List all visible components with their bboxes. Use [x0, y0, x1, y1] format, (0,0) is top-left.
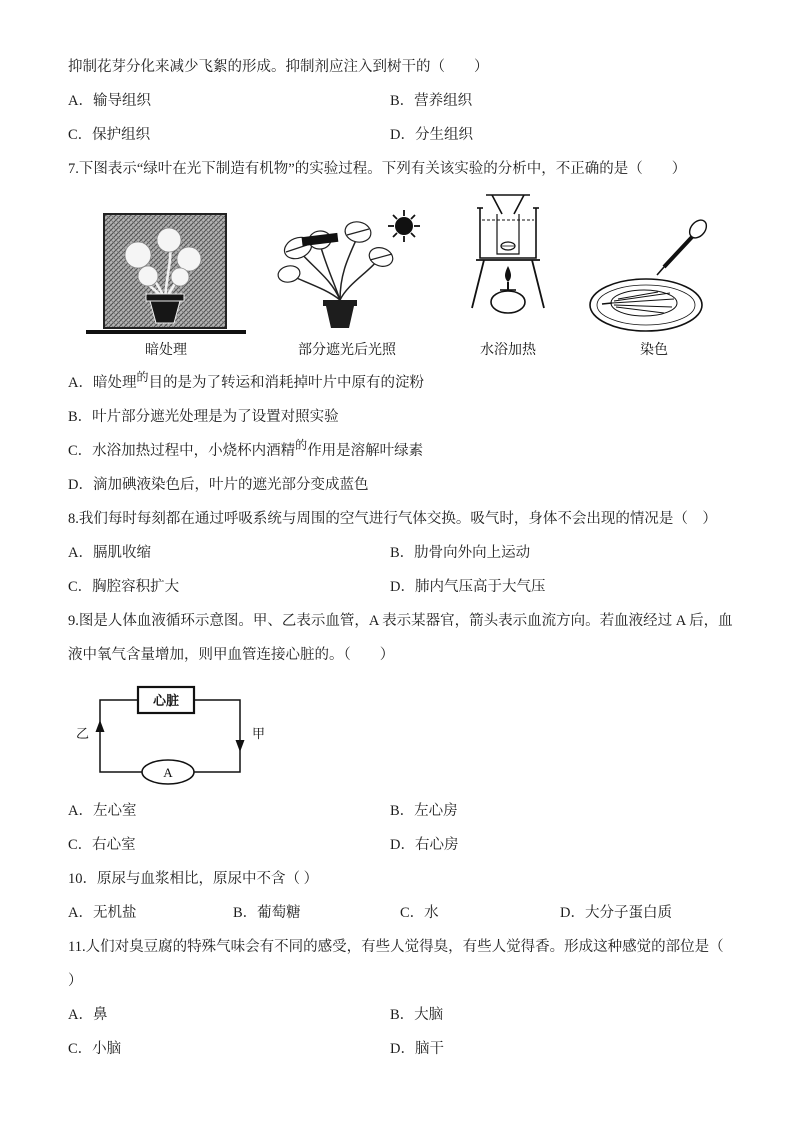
q10-option-c: C．水: [400, 905, 439, 921]
q7-option-a: [68, 366, 732, 400]
q7-experiment-figure: [68, 186, 732, 366]
q9-stem-line-1: 9.图是人体血液循环示意图。甲、乙表示血管，A 表示某器官，箭头表示血流方向。若血液经过 A 后，血: [68, 613, 733, 629]
q9-option-c: C．右心室: [68, 837, 136, 853]
q8-options-row-2: [68, 570, 732, 604]
q9-option-d: D．右心房: [390, 837, 459, 853]
water-bath-illustration: [448, 190, 568, 340]
q10-option-d: D．大分子蛋白质: [560, 905, 672, 921]
dropper-icon: [653, 217, 710, 283]
left-vessel-label: 乙: [76, 726, 90, 741]
figure-caption: 染色: [640, 343, 668, 358]
q10-option-a: A．无机盐: [68, 905, 137, 921]
q9-option-a: A．左心室: [68, 803, 137, 819]
right-vessel-label: 甲: [252, 726, 266, 741]
q10-stem: 10．原尿与血浆相比，原尿中不含（ ）: [68, 871, 319, 887]
q11-stem-line-1: 11.人们对臭豆腐的特殊气味会有不同的感受，有些人觉得臭，有些人觉得香。形成这种感觉的部位是（: [68, 939, 724, 955]
q7-option-a-post: 目的是为了转运和消耗掉叶片中原有的淀粉: [148, 375, 424, 391]
q9-options-row-2: [68, 828, 732, 862]
q7-option-c-post: 作用是溶解叶绿素: [307, 443, 424, 459]
q11-options-row-1: [68, 998, 732, 1032]
q9-option-b: B．左心房: [390, 803, 458, 819]
q7-option-c: [68, 434, 732, 468]
q6-option-c: C．保护组织: [68, 127, 151, 143]
q7-option-c-raised-char: 的: [295, 438, 308, 452]
q8-option-b: B．肋骨向外向上运动: [390, 545, 531, 561]
q6-option-a: A．输导组织: [68, 93, 151, 109]
q7-option-b-pre: B．叶片部分遮光处理是为了设置对照实验: [68, 409, 339, 425]
figure-caption: 水浴加热: [480, 343, 536, 358]
hanging-rod: [486, 195, 530, 214]
q8-option-a: A．膈肌收缩: [68, 545, 151, 561]
q11-option-d: D．脑干: [390, 1041, 444, 1057]
q7-option-a-pre: A．暗处理: [68, 375, 137, 391]
q10-options-row: [68, 896, 732, 930]
q6-option-b: B．营养组织: [390, 93, 473, 109]
figure-caption: 部分遮光后光照: [298, 343, 396, 358]
q7-option-c-pre: C．水浴加热过程中，小烧杯内酒精: [68, 443, 296, 459]
figure-caption: 暗处理: [145, 343, 187, 358]
q7-option-b: [68, 400, 732, 434]
q11-options-row-2: [68, 1032, 732, 1066]
q6-stem-tail: 抑制花芽分化来减少飞絮的形成。抑制剂应注入到树干的（ ）: [68, 59, 489, 75]
q9-stem-line-2: 液中氧气含量增加，则甲血管连接心脏的。（ ）: [68, 647, 395, 663]
q7-option-d: [68, 468, 732, 502]
q9-blood-circulation-figure: [68, 672, 732, 794]
q6-options-row-2: [68, 118, 732, 152]
blood-circulation-diagram: [68, 674, 288, 794]
down-arrow-icon: [236, 740, 245, 752]
dark-treatment-figure: [86, 210, 246, 362]
staining-illustration: [584, 215, 724, 340]
flower-pot: [323, 300, 357, 328]
q8-options-row-1: [68, 536, 732, 570]
q11-stem-line-2: ）: [68, 973, 83, 989]
q9-options-row-1: [68, 794, 732, 828]
plant-leaves: [277, 220, 396, 285]
q7-stem: 7.下图表示“绿叶在光下制造有机物”的实验过程。下列有关该实验的分析中，不正确的是（ ）: [68, 161, 687, 177]
q10-option-b: B．葡萄糖: [233, 905, 301, 921]
q7-option-a-raised-char: 的: [136, 370, 149, 384]
up-arrow-icon: [96, 720, 105, 732]
organ-label: A: [163, 765, 173, 780]
alcohol-lamp: [491, 266, 525, 313]
q8-option-d: D．肺内气压高于大气压: [390, 579, 546, 595]
sun-icon: [388, 210, 420, 242]
q11-option-b: B．大脑: [390, 1007, 444, 1023]
q6-option-d: D．分生组织: [390, 127, 473, 143]
q8-stem: 8.我们每时每刻都在通过呼吸系统与周围的空气进行气体交换。吸气时，身体不会出现的情况是（ ）: [68, 511, 717, 527]
heart-label: 心脏: [152, 693, 180, 708]
exam-content: [68, 50, 732, 1066]
plant-with-sun-illustration: [262, 200, 432, 340]
q11-option-a: A．鼻: [68, 1007, 108, 1023]
q6-options-row-1: [68, 84, 732, 118]
staining-figure: [584, 215, 724, 362]
q8-option-c: C．胸腔容积扩大: [68, 579, 180, 595]
q7-option-d-pre: D．滴加碘液染色后，叶片的遮光部分变成蓝色: [68, 477, 369, 493]
water-bath-figure: [448, 190, 568, 362]
dark-box-illustration: [86, 210, 246, 340]
shading-light-figure: [262, 200, 432, 362]
flame-icon: [505, 266, 511, 282]
q11-option-c: C．小脑: [68, 1041, 122, 1057]
